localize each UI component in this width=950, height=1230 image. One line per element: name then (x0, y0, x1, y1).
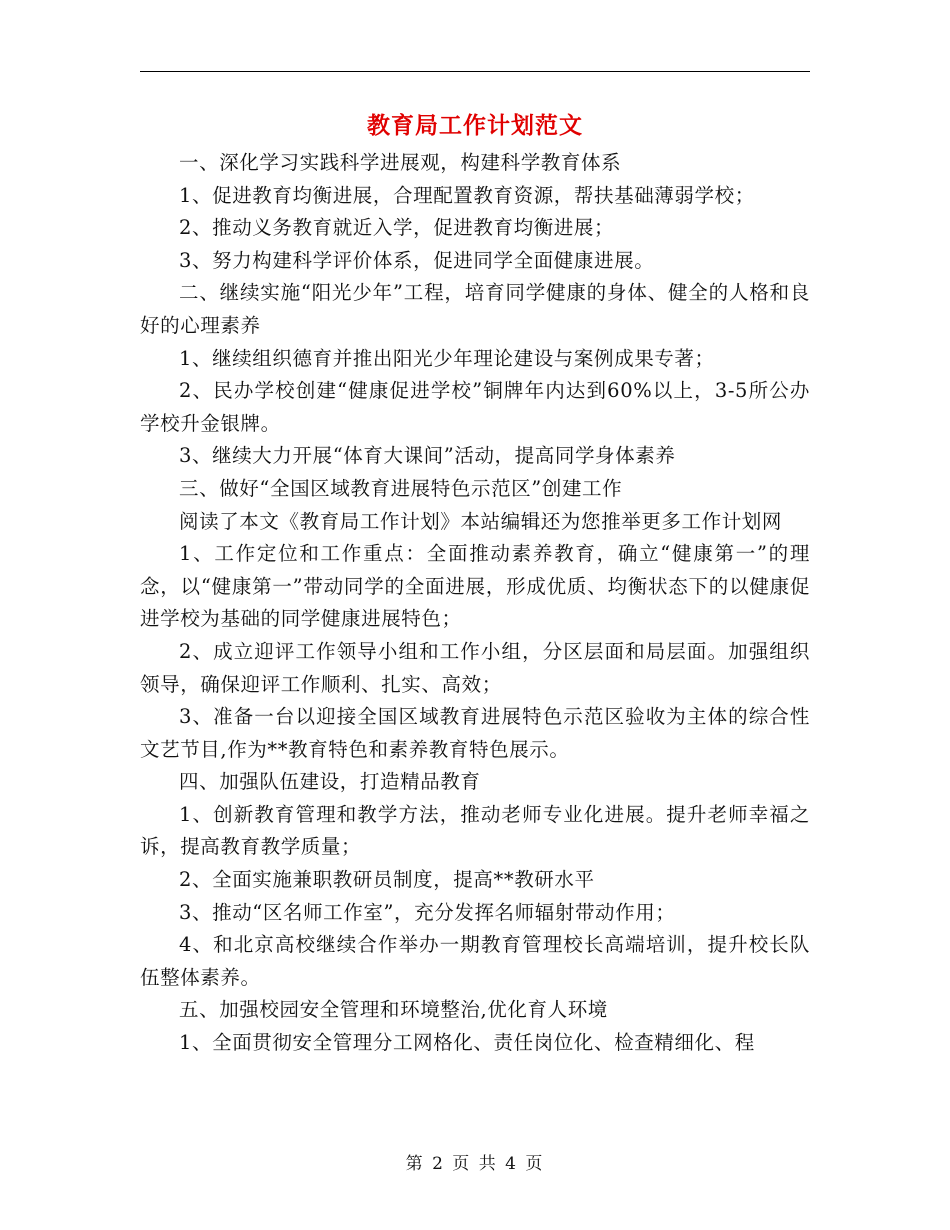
paragraph: 1、工作定位和工作重点：全面推动素养教育，确立“健康第一”的理念，以“健康第一”带动同学的全面进展，形成优质、均衡状态下的以健康促进学校为基础的同学健康进展特色； (140, 542, 810, 631)
page-number-footer: 第 2 页 共 4 页 (405, 1154, 545, 1174)
paragraph: 1、继续组织德育并推出阳光少年理论建设与案例成果专著； (179, 346, 715, 370)
document-title: 教育局工作计划范文 (367, 112, 583, 139)
paragraph: 1、促进教育均衡进展，合理配置教育资源，帮扶基础薄弱学校； (179, 183, 755, 207)
paragraph: 3、准备一台以迎接全国区域教育进展特色示范区验收为主体的综合性文艺节目,作为**教育特色和素养教育特色展示。 (140, 705, 810, 761)
paragraph: 2、推动义务教育就近入学，促进教育均衡进展； (179, 216, 615, 240)
paragraph: 阅读了本文《教育局工作计划》本站编辑还为您推举更多工作计划网 (179, 509, 783, 533)
paragraph: 1、全面贯彻安全管理分工网格化、责任岗位化、检查精细化、程 (179, 1031, 755, 1055)
paragraph: 2、全面实施兼职教研员制度，提高**教研水平 (179, 868, 595, 892)
paragraph: 一、深化学习实践科学进展观，构建科学教育体系 (179, 151, 622, 174)
paragraph: 3、推动“区名师工作室”，充分发挥名师辐射带动作用； (179, 900, 676, 924)
paragraph: 2、成立迎评工作领导小组和工作小组，分区层面和局层面。加强组织领导，确保迎评工作顺利、扎实、高效； (140, 639, 810, 696)
paragraph: 4、和北京高校继续合作举办一期教育管理校长高端培训，提升校长队伍整体素养。 (140, 933, 810, 989)
paragraph: 五、加强校园安全管理和环境整治,优化育人环境 (179, 998, 608, 1022)
paragraph: 三、做好“全国区域教育进展特色示范区”创建工作 (179, 476, 623, 500)
paragraph: 3、努力构建科学评价体系，促进同学全面健康进展。 (179, 248, 655, 272)
paragraph: 1、创新教育管理和教学方法，推动老师专业化进展。提升老师幸福之诉，提高教育教学质量； (140, 802, 810, 859)
paragraph: 二、继续实施“阳光少年”工程，培育同学健康的身体、健全的人格和良好的心理素养 (140, 281, 810, 337)
paragraph: 3、继续大力开展“体育大课间”活动，提高同学身体素养 (179, 444, 676, 468)
header-rule (140, 71, 810, 72)
paragraph: 四、加强队伍建设，打造精品教育 (179, 770, 481, 794)
document-body (140, 147, 810, 1060)
paragraph: 2、民办学校创建“健康促进学校”铜牌年内达到60%以上，3-5所公办学校升金银牌。 (140, 379, 810, 435)
